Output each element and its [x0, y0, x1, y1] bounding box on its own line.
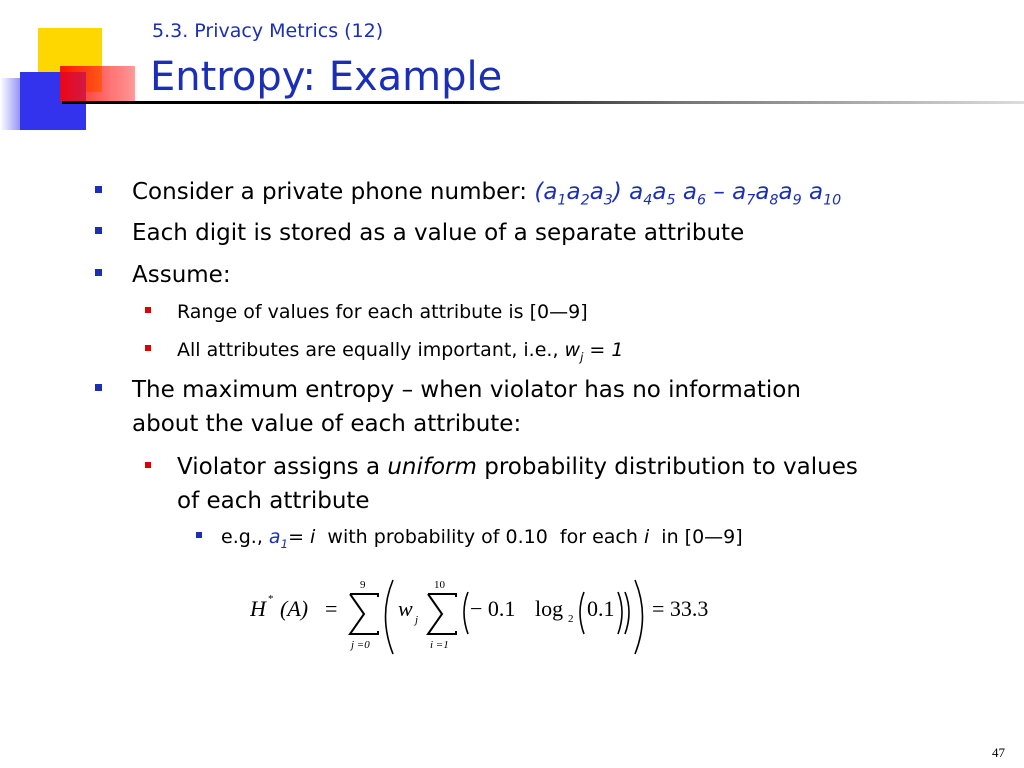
corner-logo: [0, 0, 140, 135]
paren-right: [625, 592, 629, 634]
sum1-lower-limit: j =0: [351, 639, 370, 651]
formula-argument: (A): [280, 596, 309, 621]
formula-result: = 33.3: [652, 596, 709, 621]
page-number: 47: [992, 745, 1005, 760]
sum2-lower-limit: i =1: [430, 639, 449, 651]
bullet-text: Each digit is stored as a value of a separate attribute: [132, 220, 745, 246]
formula-log-arg: 0.1: [587, 596, 615, 621]
formula-equals: =: [325, 596, 338, 621]
sub-bullet-marker: [145, 307, 151, 313]
sub-bullet-marker: [145, 462, 151, 468]
sum2-symbol: [428, 594, 456, 634]
sum2-upper-limit: 10: [434, 579, 445, 591]
formula-h: H: [250, 596, 266, 621]
title-underline: [62, 101, 1024, 104]
sub-sub-bullet-example: e.g., $a_1= i$ with probability of 0.10 for each i in [0—9]: [196, 523, 743, 558]
bullet-separate-attribute: [95, 216, 744, 250]
section-label: 5.3. Privacy Metrics (12): [152, 20, 384, 42]
sub-bullet-marker: [145, 345, 151, 351]
bullet-maximum-entropy: [95, 373, 801, 441]
paren-left: [464, 592, 468, 634]
bullet-text-line1: The maximum entropy – when violator has no information: [132, 377, 801, 403]
bullet-text: Assume:: [132, 262, 231, 288]
log-paren-right: [618, 592, 622, 634]
sub-bullet-equal-importance: [145, 336, 623, 371]
phone-number-formula: $(a_1a_2a_3)$ $a_4a_5$ $a_6 - a_7a_8a_9$ $a_{10}$: [534, 179, 842, 209]
big-paren-left: [386, 580, 394, 654]
formula-log-base: 2: [568, 613, 574, 625]
sum1-symbol: [350, 594, 378, 634]
bullet-text-line2: about the value of each attribute:: [132, 411, 522, 437]
logo-fade-left: [0, 78, 22, 130]
sum1-upper-limit: 9: [360, 579, 366, 591]
sub-bullet-uniform: Violator assigns a uniform probability distribution to values of each attribute: [145, 450, 858, 518]
sub-bullet-text: All attributes are equally important, i.e.,: [177, 339, 565, 361]
bullet-marker: [95, 269, 102, 276]
formula-star: *: [268, 593, 274, 605]
formula-w: w: [398, 596, 413, 621]
logo-red-fade: [110, 66, 138, 102]
bullet-phone-number: [95, 175, 841, 218]
sub-bullet-range: [145, 298, 588, 326]
entropy-formula: [250, 572, 730, 662]
emphasis-uniform: uniform: [387, 454, 477, 480]
sub-sub-bullet-marker: [196, 532, 202, 538]
log-paren-left: [580, 592, 584, 634]
big-paren-right: [635, 580, 643, 654]
bullet-marker: [95, 227, 102, 234]
formula-term: − 0.1: [470, 596, 516, 621]
sub-bullet-text: Range of values for each attribute is [0—9]: [177, 301, 588, 323]
bullet-marker: [95, 186, 102, 193]
formula-log: log: [535, 596, 564, 621]
bullet-marker: [95, 384, 102, 391]
slide-title: Entropy: Example: [150, 54, 503, 100]
formula-w-sub: j: [415, 614, 419, 626]
bullet-text: Consider a private phone number:: [132, 179, 535, 205]
sub-bullet-text: Violator assigns a: [177, 454, 388, 480]
bullet-assume: [95, 258, 231, 292]
weight-formula: $w_j = 1$: [564, 339, 624, 364]
example-text: e.g.,: [221, 526, 269, 548]
